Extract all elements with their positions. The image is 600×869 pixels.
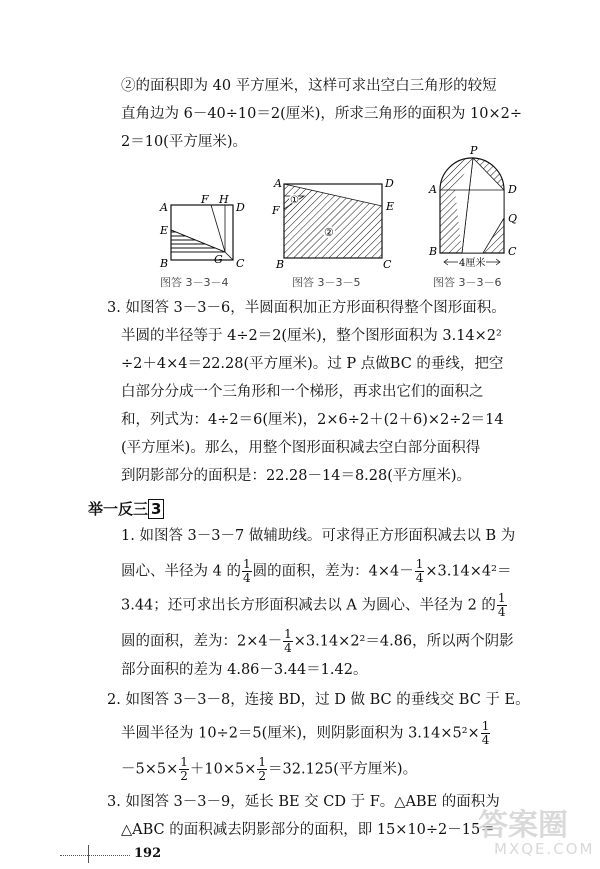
label-C: C <box>383 258 392 270</box>
label-A: A <box>429 183 437 196</box>
figure-caption: 图答 3－3－4 <box>160 276 229 289</box>
label-A: A <box>274 177 282 190</box>
text-line: (平方厘米)。那么，用整个图形面积减去空白部分面积得 <box>121 440 481 456</box>
footer-rule <box>60 855 130 856</box>
figure-caption: 图答 3－3－6 <box>433 276 502 289</box>
figure-3-3-4 <box>155 190 250 270</box>
fraction: $\frac{1}{4}$ <box>497 591 506 619</box>
text-line: 到阴影部分的面积是：22.28－14＝8.28(平方厘米)。 <box>121 468 472 484</box>
text-line: 部分面积的差为 4.86－3.44＝1.42。 <box>121 662 368 678</box>
label-E: E <box>160 224 169 237</box>
label-1: ① <box>290 195 299 206</box>
text-line: 圆心、半径为 4 的 $\frac{1}{4}$ 圆的面积，差为：4×4－ $\frac{1}{4}$ ×3.14×4²＝ <box>121 557 512 585</box>
text-line: 3. 如图答 3－3－9，延长 BE 交 CD 于 F。△ABE 的面积为 <box>107 794 500 810</box>
label-E: E <box>386 200 395 213</box>
label-B: B <box>276 258 285 270</box>
label-A: A <box>160 201 168 214</box>
text-line: ÷2＋4×4＝22.28(平方厘米)。过 P 点做BC 的垂线，把空 <box>121 356 504 372</box>
text-line: 半圆半径为 10÷2＝5(厘米)，则阴影面积为 3.14×5²× $\frac{1}{4}$ <box>121 719 490 747</box>
text-line: 圆的面积，差为：2×4－ $\frac{1}{4}$ ×3.14×2²＝4.86，所以两个阴影 <box>121 627 514 655</box>
text-line: ②的面积即为 40 平方厘米，这样可求出空白三角形的较短 <box>121 78 497 94</box>
fraction: $\frac{1}{2}$ <box>180 755 188 783</box>
figure-caption: 图答 3－3－5 <box>292 276 361 289</box>
label-H: H <box>219 193 229 206</box>
section-number: 3 <box>148 499 164 519</box>
label-D: D <box>508 183 517 196</box>
text-line: 1. 如图答 3－3－7 做辅助线。可求得正方形面积减去以 B 为 <box>121 528 516 544</box>
footer-tick <box>88 845 89 863</box>
label-F: F <box>272 204 280 217</box>
label-D: D <box>385 177 394 190</box>
label-F: F <box>201 193 209 206</box>
watermark-logo: 答案圈 <box>478 808 568 843</box>
section-heading <box>88 498 164 519</box>
text-line: 3. 如图答 3－3－6，半圆面积加正方形面积得整个图形面积。 <box>107 300 506 316</box>
text-line: △ABC 的面积减去阴影部分的面积，即 15×10÷2－15＝ <box>121 822 495 838</box>
label-B: B <box>160 257 169 270</box>
label-2: ② <box>324 226 334 239</box>
text-line: 直角边为 6－40÷10＝2(厘米)，所求三角形的面积为 10×2÷ <box>121 106 523 122</box>
label-C: C <box>236 257 245 270</box>
text-line: 3.44；还可求出长方形面积减去以 A 为圆心、半径为 2 的 $\frac{1}{4}$ <box>121 591 506 619</box>
page-number: 192 <box>134 846 162 861</box>
label-C: C <box>508 245 517 258</box>
figure-3-3-5 <box>266 172 401 270</box>
text-line: 2. 如图答 3－3－8，连接 BD，过 D 做 BC 的垂线交 BC 于 E。 <box>107 692 530 708</box>
text-line: －5×5× $\frac{1}{2}$ ＋10×5× $\frac{1}{2}$ ＝32.125(平方厘米)。 <box>121 755 418 783</box>
fraction: $\frac{1}{4}$ <box>481 719 490 747</box>
fraction: $\frac{1}{4}$ <box>284 627 292 655</box>
text-line: 和，列式为：4÷2＝6(厘米)，2×6÷2＋(2＋6)×2÷2＝14 <box>121 412 504 428</box>
text-line: 白部分分成一个三角形和一个梯形，再求出它们的面积之 <box>121 384 484 400</box>
label-D: D <box>236 201 245 214</box>
text-line: 半圆的半径等于 4÷2＝2(厘米)，整个图形面积为 3.14×2² <box>121 328 502 344</box>
fraction: $\frac{1}{2}$ <box>258 755 267 783</box>
label-G: G <box>214 253 223 266</box>
label-Q: Q <box>508 212 518 225</box>
fraction: $\frac{1}{4}$ <box>415 557 424 585</box>
text-line: 2＝10(平方厘米)。 <box>121 134 247 150</box>
watermark-url: MXQE.COM <box>494 840 595 858</box>
section-title: 举一反三 <box>88 500 149 518</box>
figure-3-3-6 <box>420 140 530 270</box>
fraction: $\frac{1}{4}$ <box>242 557 251 585</box>
label-P: P <box>470 144 478 157</box>
dimension-label: 4厘米 <box>459 258 486 269</box>
label-B: B <box>429 245 438 258</box>
